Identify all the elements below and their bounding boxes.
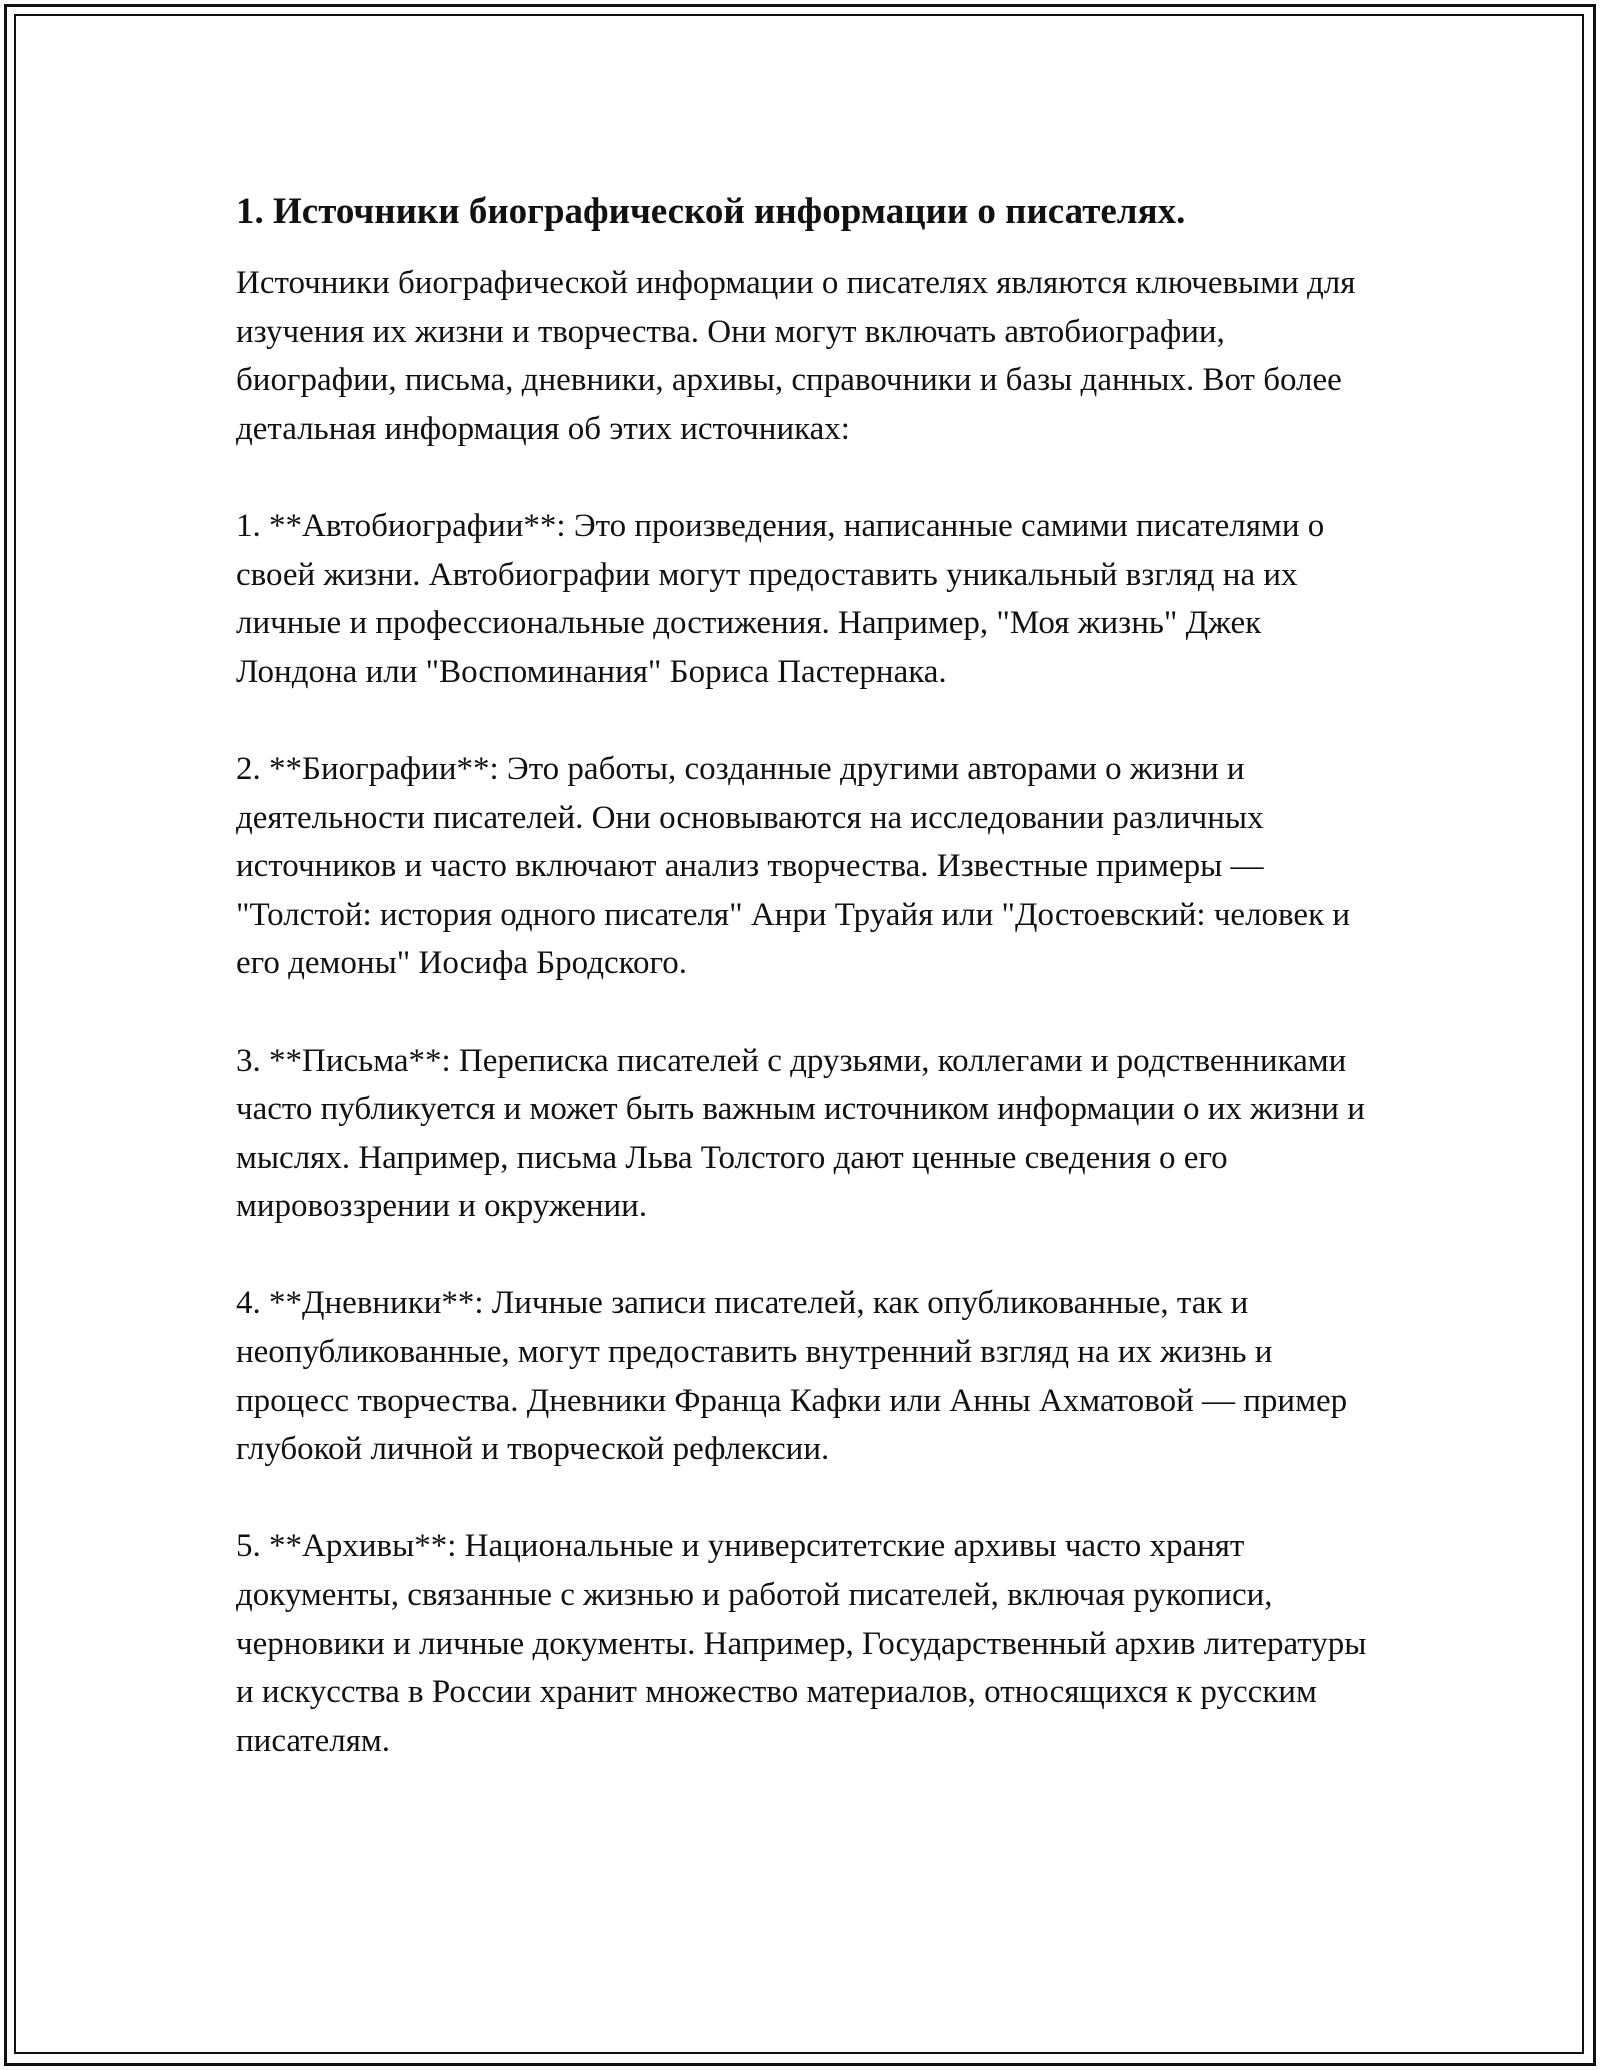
intro-paragraph: Источники биографической информации о писателях являются ключевыми для изучения их жизни и творчества. Они могут включать автобиографии, биографии, письма, дневники, архивы, справочники и базы данных. Вот более детальная информация об этих источниках: [236, 265, 1356, 447]
document-body [236, 187, 1386, 1765]
list-item-diaries: 4. **Дневники**: Личные записи писателей, как опубликованные, так и неопубликованные, могут предоставить внутренний взгляд на их жизнь и процесс творчества. Дневники Франца Кафки или Анны Ахматовой — пример глубокой личной и творческой рефлексии. [236, 1285, 1348, 1468]
list-item-archives: 5. **Архивы**: Национальные и университетские архивы часто хранят документы, связанные с жизнью и работой писателей, включая рукописи, черновики и личные документы. Например, Государственный архив литературы и искусства в России хранит множество материалов, относящихся к русским писателям. [236, 1528, 1367, 1759]
list-item-biographies: 2. **Биографии**: Это работы, созданные другими авторами о жизни и деятельности писателей. Они основываются на исследовании различных источников и часто включают анализ творчества. Известные примеры — "Толстой: история одного писателя" Анри Труайя или "Достоевский: человек и его демоны" Иосифа Бродского. [236, 750, 1351, 982]
section-heading: 1. Источники биографической информации о писателях. [236, 191, 1186, 232]
list-item-autobiographies: 1. **Автобиографии**: Это произведения, написанные самими писателями о своей жизни. Автобиографии могут предоставить уникальный взгляд на их личные и профессиональные достижения. Например, "Моя жизнь" Джек Лондона или "Воспоминания" Бориса Пастернака. [236, 507, 1325, 690]
list-item-letters: 3. **Письма**: Переписка писателей с друзьями, коллегами и родственниками часто публикуется и может быть важным источником информации о их жизни и мыслях. Например, письма Льва Толстого дают ценные сведения о его мировоззрении и окружении. [236, 1042, 1365, 1225]
